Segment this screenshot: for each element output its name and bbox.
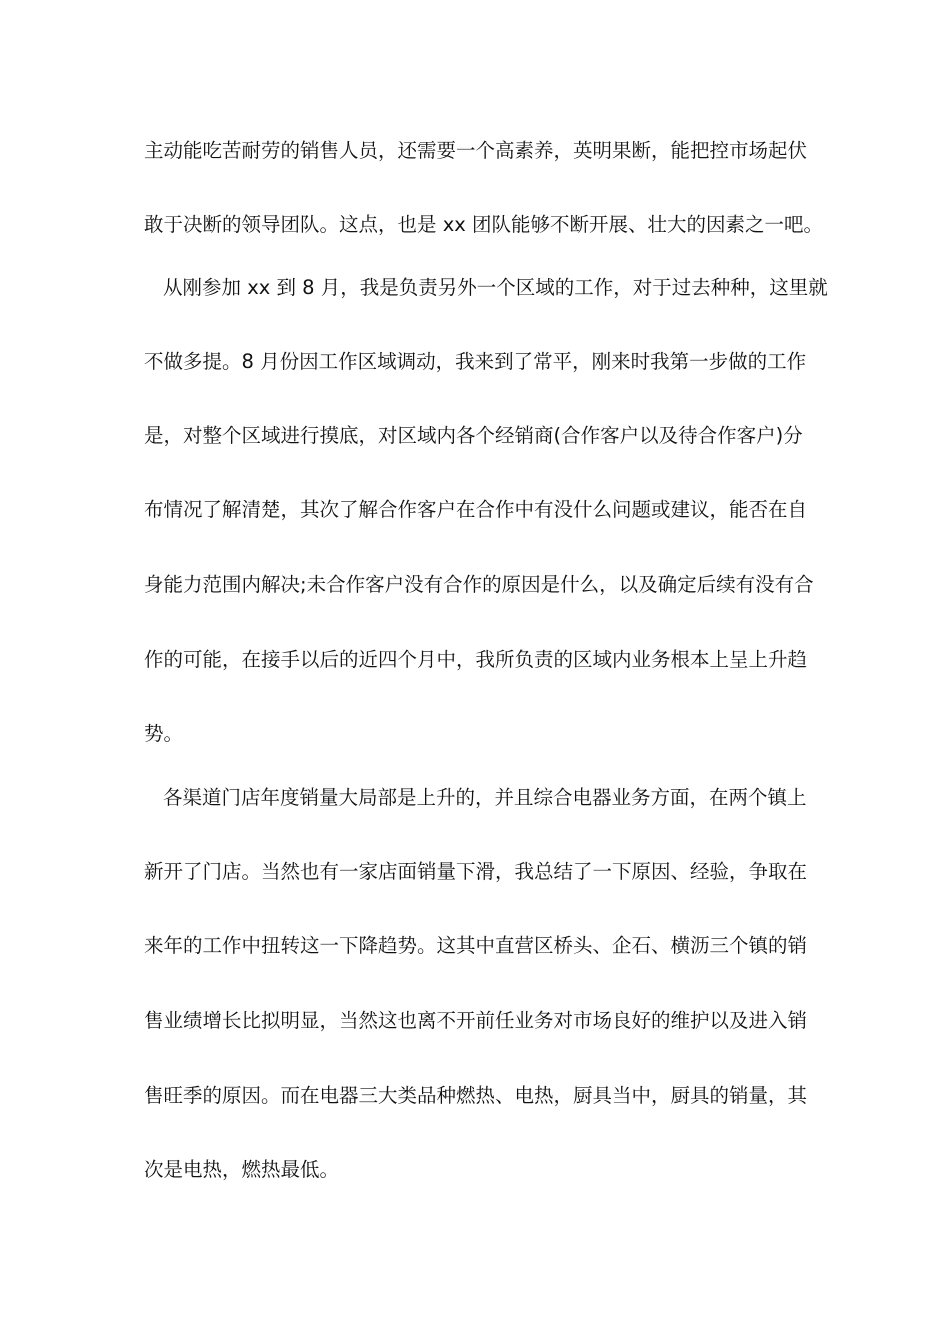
text-line: 势。 [144, 722, 184, 745]
text-line: 布情况了解清楚，其次了解合作客户在合作中有没什么问题或建议，能否在自 [144, 498, 808, 521]
text-line: 主动能吃苦耐劳的销售人员，还需要一个高素养，英明果断，能把控市场起伏 [144, 139, 808, 162]
text-line: 售业绩增长比拟明显，当然这也离不开前任业务对市场良好的维护以及进入销 [144, 1009, 808, 1032]
text-line: 敢于决断的领导团队。这点，也是 xx 团队能够不断开展、壮大的因素之一吧。 [144, 213, 823, 236]
paragraph-start-line: 从刚参加 xx 到 8 月，我是负责另外一个区域的工作，对于过去种种，这里就 [163, 276, 828, 299]
text-line: 是，对整个区域进行摸底，对区域内各个经销商(合作客户以及待合作客户)分 [144, 424, 803, 447]
text-line: 不做多提。8 月份因工作区域调动，我来到了常平，刚来时我第一步做的工作 [144, 350, 807, 373]
text-line: 身能力范围内解决;未合作客户没有合作的原因是什么，以及确定后续有没有合 [144, 573, 814, 596]
text-line: 作的可能，在接手以后的近四个月中，我所负责的区域内业务根本上呈上升趋 [144, 648, 808, 671]
paragraph-start-line: 各渠道门店年度销量大局部是上升的，并且综合电器业务方面，在两个镇上 [163, 786, 807, 809]
text-line: 售旺季的原因。而在电器三大类品种燃热、电热，厨具当中，厨具的销量，其 [144, 1084, 808, 1107]
text-line: 次是电热，燃热最低。 [144, 1158, 340, 1181]
text-line: 来年的工作中扭转这一下降趋势。这其中直营区桥头、企石、横沥三个镇的销 [144, 934, 808, 957]
text-line: 新开了门店。当然也有一家店面销量下滑，我总结了一下原因、经验，争取在 [144, 860, 808, 883]
